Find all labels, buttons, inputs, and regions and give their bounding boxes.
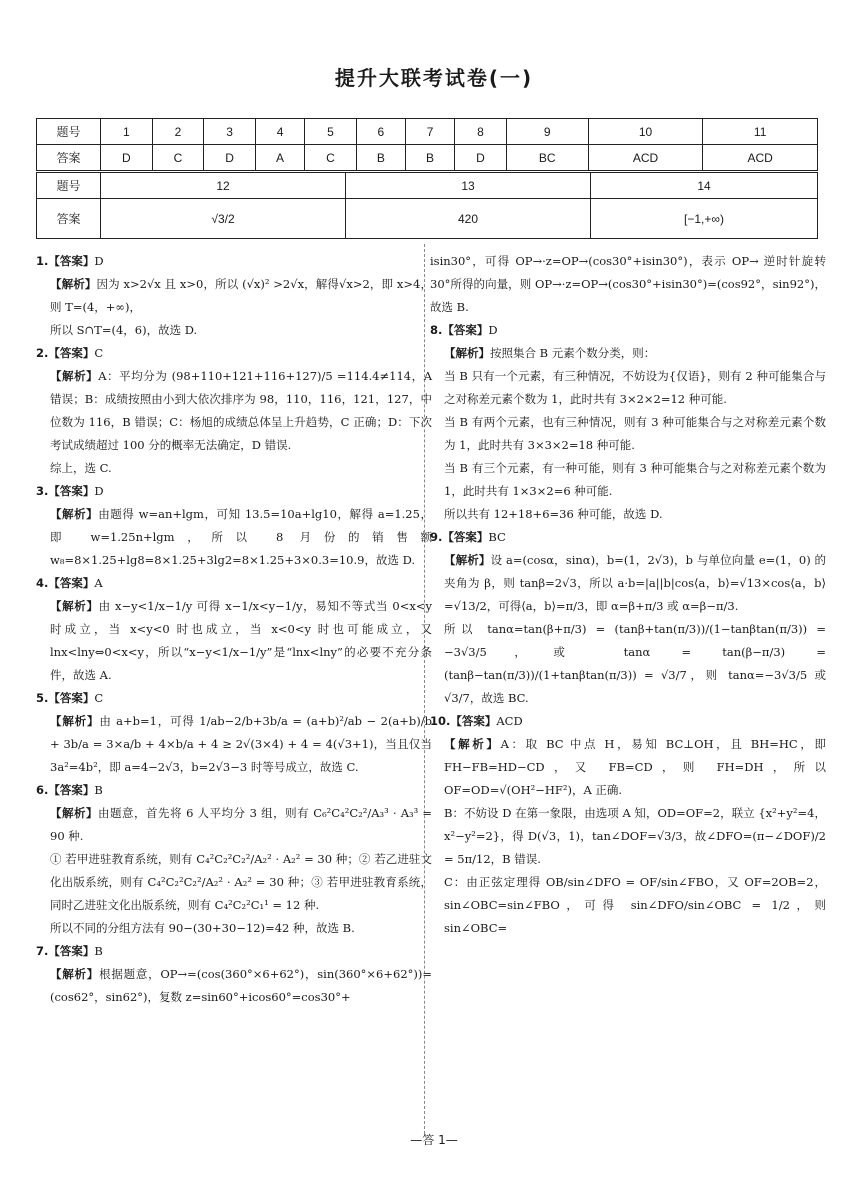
solution-text: B [94,783,103,797]
answer-table-2 [36,172,818,239]
solution-text: 所以 tanα=tan(β+π/3) = (tanβ+tan(π/3))/(1−tanβtan(π/3)) = −3√3/5，或 tanα = tan(β−π/3) = (tanβ−tan(π/3))/(1+tanβtan(π/3)) = √3/7，则 tanα=−3√3/5 或 √3/7，故选 BC. [444,622,826,705]
section-tag: 【答案】 [48,484,95,498]
solution-line [36,848,432,917]
solution-text: 当 B 有两个元素，也有三种情况，则有 3 种可能集合与之对称差元素个数为 1，此时共有 3×3×2=18 种可能. [444,415,826,452]
solution-text: 综上，选 C. [50,461,112,475]
question-number: 4. [36,576,49,590]
solution-line [430,250,826,319]
section-tag: 【解析】 [50,369,99,383]
section-tag: 【解析】 [444,553,491,567]
solution-text: 所以共有 12+18+6=36 种可能，故选 D. [444,507,663,521]
solution-line [430,733,826,802]
question-number: 2 [152,119,204,145]
solution-line [36,687,432,710]
question-number: 9 [506,119,588,145]
question-number: 1. [36,254,49,268]
table-row-answers [37,145,818,171]
solution-text: BC [488,530,506,544]
question-number: 7 [405,119,454,145]
solution-line [36,779,432,802]
question-number: 3. [36,484,49,498]
solution-line [36,342,432,365]
question-number: 5 [305,119,357,145]
question-number: 14 [591,173,818,199]
solution-line [36,319,432,342]
solution-line [430,618,826,710]
solution-text: A [94,576,103,590]
solution-text: C：由正弦定理得 OB/sin∠DFO = OF/sin∠FBO，又 OF=2OB=2，sin∠OBC=sin∠FBO，可得 sin∠DFO/sin∠OBC = 1/2，则 sin∠OBC= [444,875,826,935]
section-tag: 【解析】 [50,599,99,613]
solution-text: C [94,691,104,705]
solution-line [36,273,432,319]
section-tag: 【解析】 [50,714,100,728]
solution-text: B：不妨设 D 在第一象限，由选项 A 知，OD=OF=2，联立 {x²+y²=4，x²−y²=2}，得 D(√3，1)，tan∠DOF=√3/3，故∠DFO=(π−∠DOF)/2 = 5π/12，B 错误. [444,806,826,866]
answer-cell: C [152,145,204,171]
section-tag: 【解析】 [50,507,99,521]
answer-cell: √3/2 [101,199,346,239]
row-label: 题号 [37,119,101,145]
section-tag: 【答案】 [48,346,95,360]
row-label: 答案 [37,145,101,171]
section-tag: 【解析】 [50,967,100,981]
question-number: 13 [346,173,591,199]
solution-text: 由 x−y<1/x−1/y 可得 x−1/x<y−1/y，易知不等式当 0<x<y 时成立，当 x<y<0 时也成立，当 x<0<y 时也可能成立，又 lnx<lny⇔0<x<y，所以“x−y<1/x−1/y”是“lnx<lny”的必要不充分条件，故选 A. [50,599,433,682]
solution-line [36,963,432,1009]
question-number: 4 [255,119,304,145]
section-tag: 【答案】 [48,944,95,958]
solution-line [36,480,432,503]
section-tag: 【解析】 [50,277,97,291]
answer-cell: ACD [588,145,703,171]
solution-line [36,940,432,963]
row-label: 答案 [37,199,101,239]
solution-line [36,503,432,572]
solution-text: ACD [496,714,523,728]
solution-text: 由 a+b=1，可得 1/ab−2/b+3b/a = (a+b)²/ab − 2(a+b)/b + 3b/a = 3×a/b + 4×b/a + 4 ≥ 2√(3×4) + 4 = 4(√3+1)，当且仅当 3a²=4b²，即 a=4−2√3，b=2√3−3 时等号成立，故选 C. [50,714,433,774]
solution-text: 当 B 只有一个元素，有三种情况，不妨设为{仅语}，则有 2 种可能集合与之对称差元素个数为 1，此时共有 3×2×2=12 种可能. [444,369,826,406]
row-label: 题号 [37,173,101,199]
answer-cell: 420 [346,199,591,239]
solution-line [430,411,826,457]
solution-text: 由题意，首先将 6 人平均分 3 组，则有 C₆²C₄²C₂²/A₃³ · A₃³ = 90 种. [50,806,433,843]
answer-cell: D [455,145,507,171]
answer-cell: C [305,145,357,171]
page-title: 提升大联考试卷(一) [334,66,534,90]
solution-text: D [94,484,104,498]
answer-cell: B [356,145,405,171]
solution-line [430,871,826,940]
section-tag: 【答案】 [450,714,497,728]
page-footer: —答 1— [410,1133,458,1147]
question-number: 12 [101,173,346,199]
solution-text: B [94,944,103,958]
section-tag: 【答案】 [48,691,95,705]
solution-line [36,457,432,480]
section-tag: 【解析】 [444,737,501,751]
solution-line [36,250,432,273]
solution-line [430,365,826,411]
solution-text: 由题得 w=an+lgm，可知 13.5=10a+lg10，解得 a=1.25，即 w=1.25n+lgm，所以 8 月份的销售额 w₈=8×1.25+lg8=8×1.25+3lg2=8×1.25+3×0.3=10.9，故选 D. [50,507,432,567]
question-number: 6. [36,783,49,797]
table-row-numbers [37,173,818,199]
solution-text: ① 若甲进驻教育系统，则有 C₄²C₂²C₂²/A₂² · A₂² = 30 种；② 若乙进驻文化出版系统，则有 C₄²C₂²C₂²/A₂² · A₂² = 30 种；③ 若甲进驻教育系统，同时乙进驻文化出版系统，则有 C₄²C₂²C₁¹ = 12 种. [50,852,432,912]
solution-line [36,917,432,940]
answer-cell: ACD [703,145,818,171]
solution-text: 根据题意，OP→=(cos(360°×6+62°)，sin(360°×6+62°))=(cos62°，sin62°)，复数 z=sin60°+icos60°=cos30°+ [50,967,432,1004]
question-number: 8 [455,119,507,145]
solution-line [430,319,826,342]
question-number: 2. [36,346,49,360]
table-row-answers [37,199,818,239]
solution-text: D [488,323,498,337]
solution-text: A：平均分为 (98+110+121+116+127)/5 =114.4≠114，A 错误；B：成绩按照由小到大依次排序为 98，110，116，121，127，中位数为 116，B 错误；C：杨旭的成绩总体呈上升趋势，C 正确；D：下次考试成绩超过 100 分的概率无法确定，D 错误. [50,369,432,452]
solution-line [430,802,826,871]
answer-cell: B [405,145,454,171]
left-column [36,250,432,1009]
solution-text: 当 B 有三个元素，有一种可能，则有 3 种可能集合与之对称差元素个数为 1，此时共有 1×3×2=6 种可能. [444,461,826,498]
answer-cell: [−1,+∞) [591,199,818,239]
solution-line [430,503,826,526]
answer-cell: D [204,145,256,171]
table-row-numbers [37,119,818,145]
solution-text: 设 a=(cosα，sinα)，b=(1，2√3)，b 与单位向量 e=(1，0) 的夹角为 β，则 tanβ=2√3，所以 a·b=|a||b|cos⟨a，b⟩=√13×cos⟨a，b⟩=√13/2，可得⟨a，b⟩=π/3，即 α=β+π/3 或 α=β−π/3. [444,553,826,613]
section-tag: 【答案】 [48,254,95,268]
answer-table-1 [36,118,818,171]
section-tag: 【答案】 [442,323,489,337]
section-tag: 【解析】 [444,346,490,360]
solution-line [36,802,432,848]
section-tag: 【答案】 [442,530,489,544]
question-number: 10. [430,714,451,728]
section-tag: 【答案】 [48,576,95,590]
solution-text: 所以 S∩T=(4，6)，故选 D. [50,323,198,337]
solution-line [36,595,432,687]
answer-cell: D [101,145,153,171]
question-number: 6 [356,119,405,145]
solution-text: A：取 BC 中点 H，易知 BC⊥OH，且 BH=HC，即 FH−FB=HD−CD，又 FB=CD，则 FH=DH，所以 OF=OD=√(OH²−HF²)，A 正确. [444,737,826,797]
question-number: 11 [703,119,818,145]
solution-line [430,526,826,549]
solution-line [430,342,826,365]
solution-line [36,572,432,595]
question-number: 5. [36,691,49,705]
solution-line [430,457,826,503]
section-tag: 【答案】 [48,783,95,797]
answer-cell: BC [506,145,588,171]
solution-line [36,365,432,457]
solution-line [430,710,826,733]
question-number: 1 [101,119,153,145]
question-number: 9. [430,530,443,544]
section-tag: 【解析】 [50,806,98,820]
right-column [430,250,826,940]
question-number: 8. [430,323,443,337]
solution-line [430,549,826,618]
solution-text: 按照集合 B 元素个数分类，则： [490,346,656,360]
question-number: 3 [204,119,256,145]
answer-cell: A [255,145,304,171]
solution-line [36,710,432,779]
solution-text: C [94,346,104,360]
solution-text: 因为 x>2√x 且 x>0，所以 (√x)² >2√x，解得√x>2，即 x>4，则 T=(4，+∞)， [50,277,432,314]
solution-text: isin30°，可得 OP→·z=OP→(cos30°+isin30°)，表示 OP→ 逆时针旋转 30°所得的向量，则 OP→·z=OP→(cos30°+isin30°)=(cos92°，sin92°)，故选 B. [430,254,826,314]
solution-text: D [94,254,104,268]
question-number: 7. [36,944,49,958]
question-number: 10 [588,119,703,145]
solution-text: 所以不同的分组方法有 90−(30+30−12)=42 种，故选 B. [50,921,355,935]
